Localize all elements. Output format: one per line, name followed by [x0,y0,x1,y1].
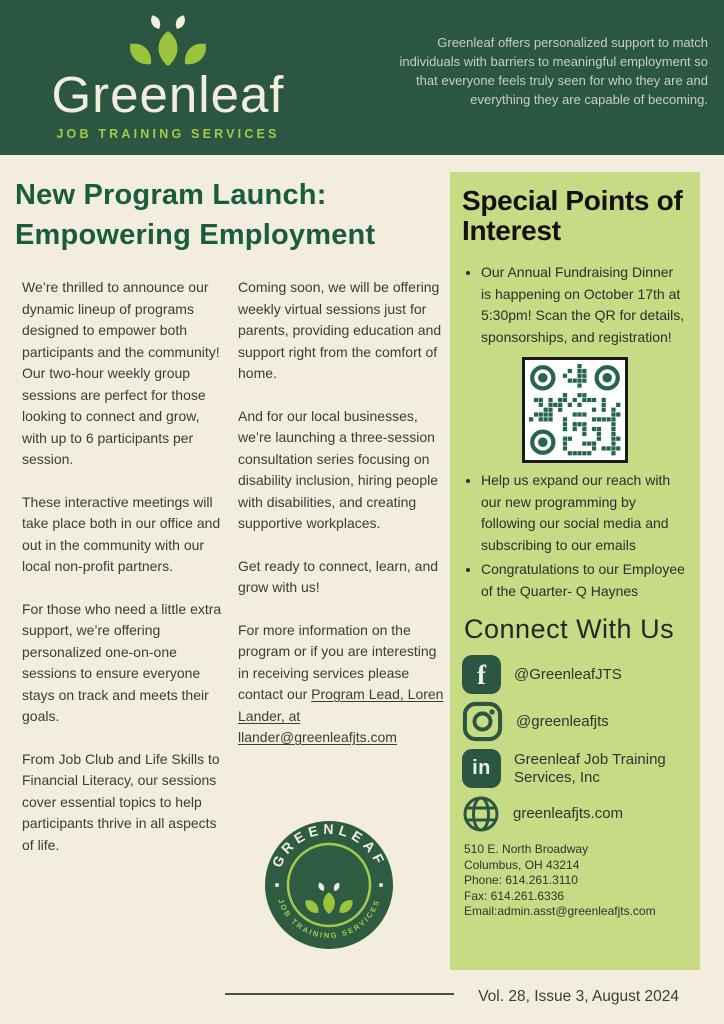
address-line: Email:admin.asst@greenleafjts.com [464,904,656,918]
contact-paragraph [238,620,447,749]
list-item: • Help us expand our reach with our new programming by following our social media and subscribing to our emails [481,470,687,556]
footer-divider [225,993,454,995]
article-column-left [22,277,223,877]
header-band [0,0,724,155]
linkedin-name: Greenleaf Job Training Services, Inc [514,750,666,786]
linkedin-icon: in [462,749,501,788]
paragraph: These interactive meetings will take place both in our office and out in the community with our local non-profit partners. [22,493,221,574]
address-line: Fax: 614.261.6336 [464,888,565,903]
paragraph: From Job Club and Life Skills to Financial Literacy, our sessions cover essential topics to help participants thrive in all aspects of life. [22,750,220,853]
address-line: Phone: 614.261.3110 [464,873,578,887]
special-points-list-bottom [462,470,687,602]
article-title: New Program Launch: Empowering Employment [15,179,376,251]
instagram-handle: @greenleafjts [516,712,609,730]
paragraph: Coming soon, we will be offering weekly virtual sessions just for parents, providing education and support right from the comfort of home. [238,279,442,381]
special-points-list-top [462,262,687,348]
special-points-title: Special Points of Interest [462,185,683,246]
greenleaf-round-badge [264,820,394,950]
social-row-facebook[interactable] [462,655,687,694]
greenleaf-logo [26,8,310,141]
article-column-right [238,277,447,770]
social-row-website[interactable] [462,795,687,833]
social-row-linkedin[interactable] [462,749,687,788]
instagram-icon [462,701,503,742]
website-url: greenleafjts.com [513,805,624,822]
badge-arc-bottom-text: JOB TRAINING SERVICES [276,897,382,941]
paragraph: And for our local businesses, we’re launching a three-session consultation series focusing on disability inclusion, hiring people with disabilities, and creating supportive workplaces. [238,407,439,531]
address-block [464,842,687,920]
logo-wordmark: Greenleaf [51,66,285,123]
facebook-handle: @GreenleafJTS [514,665,622,683]
issue-label: Vol. 28, Issue 3, August 2024 [478,988,679,1005]
special-points-panel [450,172,700,970]
globe-icon [462,795,500,833]
contact-email-link[interactable]: Program Lead, Loren Lander, at llander@greenleafjts.com [238,686,444,745]
social-row-instagram[interactable] [462,701,687,742]
logo-tagline: JOB TRAINING SERVICES [56,126,280,141]
facebook-icon: f [462,655,501,694]
paragraph: For those who need a little extra support, we’re offering personalized one-on-one sessions to ensure everyone stays on track and meets their goals. [22,600,222,724]
qr-code [522,357,628,463]
badge-arc-top-text: GREENLEAF [268,820,390,870]
paragraph: We’re thrilled to announce our dynamic lineup of programs designed to empower both participants and the community! Our two-hour weekly group sessions are perfect for those looking to connect and grow, with up to 6 participants per session. [22,279,220,467]
address-line: Columbus, OH 43214 [464,857,580,872]
connect-with-us-title: Connect With Us [464,614,675,644]
address-line: 510 E. North Broadway [464,842,589,856]
list-item: • Congratulations to our Employee of the Quarter- Q Haynes [481,559,687,602]
paragraph: Get ready to connect, learn, and grow with us! [238,557,439,595]
contact-text: For more information on the program or if you are interesting in receiving services please contact our [238,621,437,702]
mission-statement: Greenleaf offers personalized support to match individuals with barriers to meaningful employment so that everyone feels truly seen for who they are and everything they are capable of becoming. [399,35,708,107]
leaf-sprout-icon [118,8,218,70]
list-item: • Our Annual Fundraising Dinner is happening on October 17th at 5:30pm! Scan the QR for details, sponsorships, and registration! [481,262,687,348]
qr-code-pattern [529,364,621,456]
